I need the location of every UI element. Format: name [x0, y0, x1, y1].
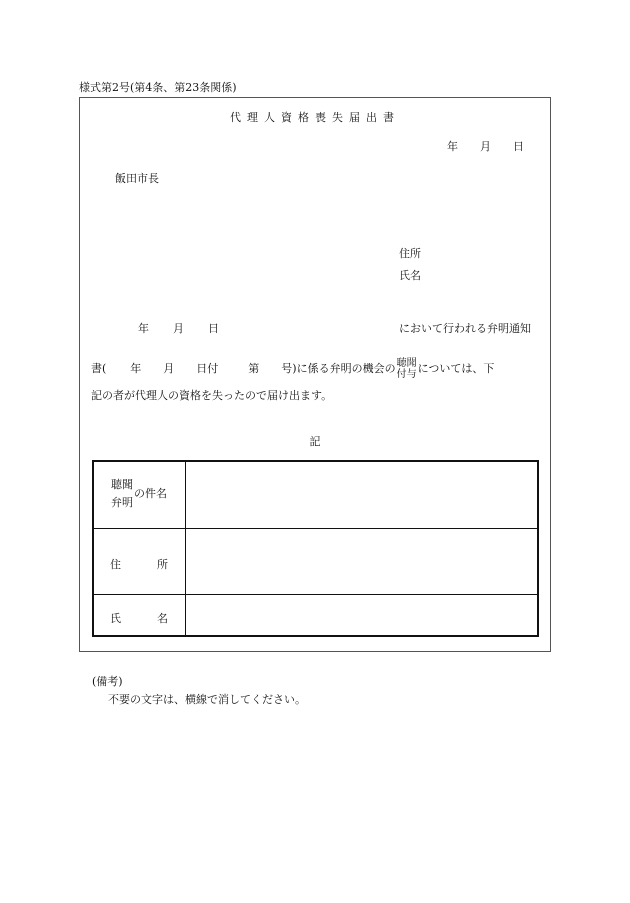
case-choice-defense: 弁明 [111, 496, 133, 509]
date-year: 年 [447, 140, 458, 153]
notice-number-dai: 第 [248, 362, 260, 375]
name-label-a: 氏 [110, 612, 121, 625]
sender-address-label: 住所 [399, 247, 421, 260]
remarks-heading: (備考) [92, 675, 123, 688]
paragraph-line-1-end: において行われる弁明通知 [399, 322, 531, 335]
p2-start: 書( [91, 362, 107, 375]
paragraph-line-2 [91, 358, 494, 380]
addressee: 飯田市長 [115, 172, 159, 185]
name-value[interactable] [186, 595, 537, 635]
date-month: 月 [480, 140, 491, 153]
notice-month: 月 [163, 362, 175, 375]
hearing-year: 年 [138, 322, 149, 335]
address-label-b: 所 [157, 558, 168, 571]
hearing-day: 日 [208, 322, 219, 335]
p2-go: 号)に係る弁明の機会の [281, 362, 396, 375]
hearing-choice [397, 358, 417, 380]
case-choice-hearing: 聴聞 [111, 478, 133, 491]
notice-year: 年 [130, 362, 142, 375]
address-value[interactable] [186, 529, 537, 594]
choice-hearing: 聴聞 [396, 358, 417, 369]
remarks-body: 不要の文字は、横線で消してください。 [108, 693, 306, 706]
notice-day: 日付 [196, 362, 219, 375]
case-suffix: の件名 [134, 487, 167, 500]
case-name-label [110, 476, 185, 512]
hearing-date [138, 323, 219, 334]
address-label-a: 住 [110, 558, 121, 571]
date-day: 日 [513, 140, 524, 153]
choice-grant: 付与 [396, 369, 417, 380]
case-name-value[interactable] [186, 462, 537, 528]
form-number: 様式第2号(第4条、第23条関係) [79, 81, 237, 94]
paragraph-line-3: 記の者が代理人の資格を失ったので届け出ます。 [91, 389, 333, 402]
name-label-b: 名 [157, 612, 168, 625]
p2-end: については、下 [417, 362, 495, 375]
sender-name-label: 氏名 [399, 269, 421, 282]
form-title: 代理人資格喪失届出書 [230, 111, 400, 124]
hearing-month: 月 [173, 322, 184, 335]
submission-date [447, 141, 524, 152]
ki-heading: 記 [309, 435, 321, 448]
record-table [92, 460, 539, 637]
